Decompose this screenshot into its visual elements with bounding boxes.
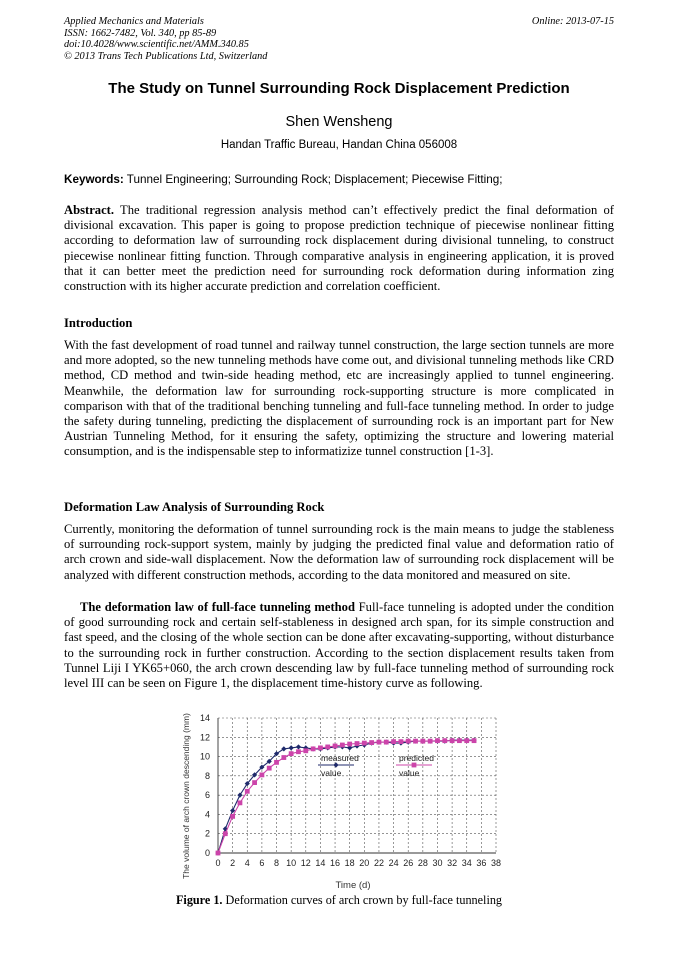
data-point: [406, 739, 411, 744]
x-tick-label: 8: [274, 858, 280, 868]
abstract-text: The traditional regression analysis method can’t effectively predict the final deformation of divisional excavation. This paper is going to propose prediction technique of piecewise nonlinear fitting according to deformation law of surrounding rock displacement during divisional tunneling, to construct piecewise nonlinear fitting function. Through comparative analysis in engineering application, it is proved that it can better meet the prediction need for surrounding rock deformation during information zing construction with its higher accurate prediction and correlation coefficient.: [64, 203, 614, 294]
y-tick-label: 10: [199, 751, 210, 762]
x-tick-label: 20: [359, 858, 370, 868]
data-point: [428, 739, 433, 744]
data-point: [450, 738, 455, 743]
figure-1-chart: [178, 710, 508, 892]
author-affiliation: Handan Traffic Bureau, Handan China 056008: [220, 139, 458, 151]
x-tick-label: 36: [476, 858, 487, 868]
x-tick-label: 16: [330, 858, 341, 868]
copyright-line: © 2013 Trans Tech Publications Ltd, Switzerland: [64, 50, 268, 62]
deformation-paragraph-2: [64, 600, 614, 691]
data-point: [384, 740, 389, 745]
full-face-text: Full-face tunneling is adopted under the condition of good surrounding rock and certain self-stableness in designed arch span, for its simple construction and fast speed, and the closing of the whole section can be done after excavating-supporting, without disturbance to the surrounding rock in further construction. According to the section displacement results taken from Tunnel Liji I YK65+060, the arch crown descending law by full-face tunneling method of surrounding rock level III can be seen on Figure 1, the displacement time-history curve as following.: [64, 600, 614, 691]
figure-caption-text: Deformation curves of arch crown by full-face tunneling: [222, 893, 503, 907]
data-point: [333, 744, 338, 749]
full-face-subheading: The deformation law of full-face tunneling method: [80, 600, 355, 614]
x-tick-label: 24: [388, 858, 399, 868]
y-tick-label: 14: [199, 713, 210, 723]
doi-link[interactable]: doi:10.4028/www.scientific.net/AMM.340.85: [64, 39, 249, 50]
data-point: [362, 741, 367, 746]
legend-label: value: [399, 768, 420, 778]
data-point: [230, 814, 235, 819]
data-point: [296, 749, 301, 754]
x-tick-label: 6: [259, 858, 265, 868]
keywords-text: Tunnel Engineering; Surrounding Rock; Displacement; Piecewise Fitting;: [123, 173, 503, 186]
paper-title: The Study on Tunnel Surrounding Rock Displacement Prediction: [108, 80, 570, 97]
data-point: [355, 741, 360, 746]
data-point: [274, 760, 279, 765]
data-point: [237, 793, 242, 798]
figure-caption-label: Figure 1.: [175, 893, 223, 907]
x-tick-label: 38: [490, 858, 502, 868]
legend-label: value: [321, 768, 342, 778]
data-point: [281, 755, 286, 760]
x-tick-label: 0: [215, 858, 221, 868]
data-point: [369, 740, 374, 745]
legend-marker: [412, 763, 417, 768]
data-point: [252, 780, 257, 785]
data-point: [311, 746, 316, 751]
journal-name: Applied Mechanics and Materials: [64, 16, 204, 27]
y-tick-label: 2: [204, 828, 210, 839]
legend-label: predicted: [399, 753, 434, 763]
x-tick-label: 12: [300, 858, 311, 868]
introduction-heading: Introduction: [64, 316, 133, 330]
introduction-text: With the fast development of road tunnel and railway tunnel construction, the large section tunnels are more and more adopted, so the new tunneling methods have come out, and divisional tunneling methods like CRD method, CD method and twin-side heading method, etc are increasingly applied to tunnel engineering. Meanwhile, the deformation law for surrounding rock-supporting structure is more complicated in comparison with that of the traditional benching tunneling and full-face tunneling method. In order to judge the safety during tunneling, predicting the displacement of surrounding rock is an important part for New Austrian Tunneling Method, for it ensuring the safety, optimizing the structure and lowering material consumption, and is the indispensable step to informatizize tunnel construction [1-3].: [64, 338, 614, 459]
figure-1-caption: [0, 893, 678, 908]
x-tick-label: 10: [286, 858, 297, 868]
data-point: [318, 745, 323, 750]
legend-marker: [333, 762, 338, 767]
data-point: [464, 738, 469, 743]
x-tick-label: 18: [344, 858, 355, 868]
data-point: [413, 739, 418, 744]
data-point: [398, 739, 403, 744]
y-tick-labels: [200, 713, 210, 858]
data-point: [245, 789, 250, 794]
x-tick-label: 4: [244, 858, 250, 868]
x-tick-label: 22: [373, 858, 384, 868]
y-tick-label: 8: [204, 770, 210, 781]
data-point: [472, 738, 477, 743]
legend-label: measured: [321, 753, 359, 763]
x-axis-label: Time (d): [335, 880, 371, 891]
keywords: [64, 173, 503, 186]
data-point: [347, 742, 352, 747]
issn-line: ISSN: 1662-7482, Vol. 340, pp 85-89: [64, 27, 217, 39]
data-point: [267, 766, 272, 771]
data-point: [238, 800, 243, 805]
chart-legend: [318, 753, 434, 778]
abstract: [64, 203, 614, 294]
journal-header: [64, 16, 267, 62]
online-date: Online: 2013-07-15: [531, 16, 614, 27]
data-point: [289, 751, 294, 756]
x-tick-labels: [215, 858, 501, 868]
x-tick-label: 14: [315, 858, 326, 868]
chart-axes: [218, 718, 496, 853]
deformation-heading: Deformation Law Analysis of Surrounding Rock: [64, 500, 325, 514]
y-tick-label: 0: [204, 848, 210, 858]
chart-grid: [218, 718, 496, 853]
data-point: [223, 831, 228, 836]
author-name: Shen Wensheng: [285, 114, 393, 130]
data-point: [296, 744, 301, 749]
data-point: [420, 739, 425, 744]
data-point: [289, 745, 294, 750]
data-point: [435, 738, 440, 743]
deformation-paragraph-1: Currently, monitoring the deformation of tunnel surrounding rock is the main means to judge the stableness of surrounding rock-support system, mainly by judging the predicted final value and deformation ratio of arch crown and side-wall displacement. Now the deformation law of surrounding rock displacement will be analyzed with different construction methods, according to the data monitored and measured on site.: [64, 522, 614, 582]
x-tick-label: 32: [447, 858, 458, 868]
y-tick-label: 12: [199, 732, 210, 743]
y-tick-label: 6: [204, 790, 210, 801]
data-point: [442, 738, 447, 743]
data-point: [259, 772, 264, 777]
y-axis-label: The volume of arch crown descending (mm): [181, 713, 191, 879]
x-tick-label: 30: [432, 858, 443, 868]
data-point: [391, 739, 396, 744]
y-tick-label: 4: [204, 809, 210, 820]
x-tick-label: 34: [461, 858, 472, 868]
data-point: [377, 740, 382, 745]
data-point: [216, 851, 221, 856]
keywords-label: Keywords:: [64, 173, 124, 186]
data-point: [457, 738, 462, 743]
x-tick-label: 28: [417, 858, 428, 868]
abstract-label: Abstract.: [64, 203, 115, 217]
data-point: [340, 743, 345, 748]
x-tick-label: 26: [403, 858, 414, 868]
data-point: [303, 748, 308, 753]
x-tick-label: 2: [230, 858, 236, 868]
data-point: [325, 745, 330, 750]
